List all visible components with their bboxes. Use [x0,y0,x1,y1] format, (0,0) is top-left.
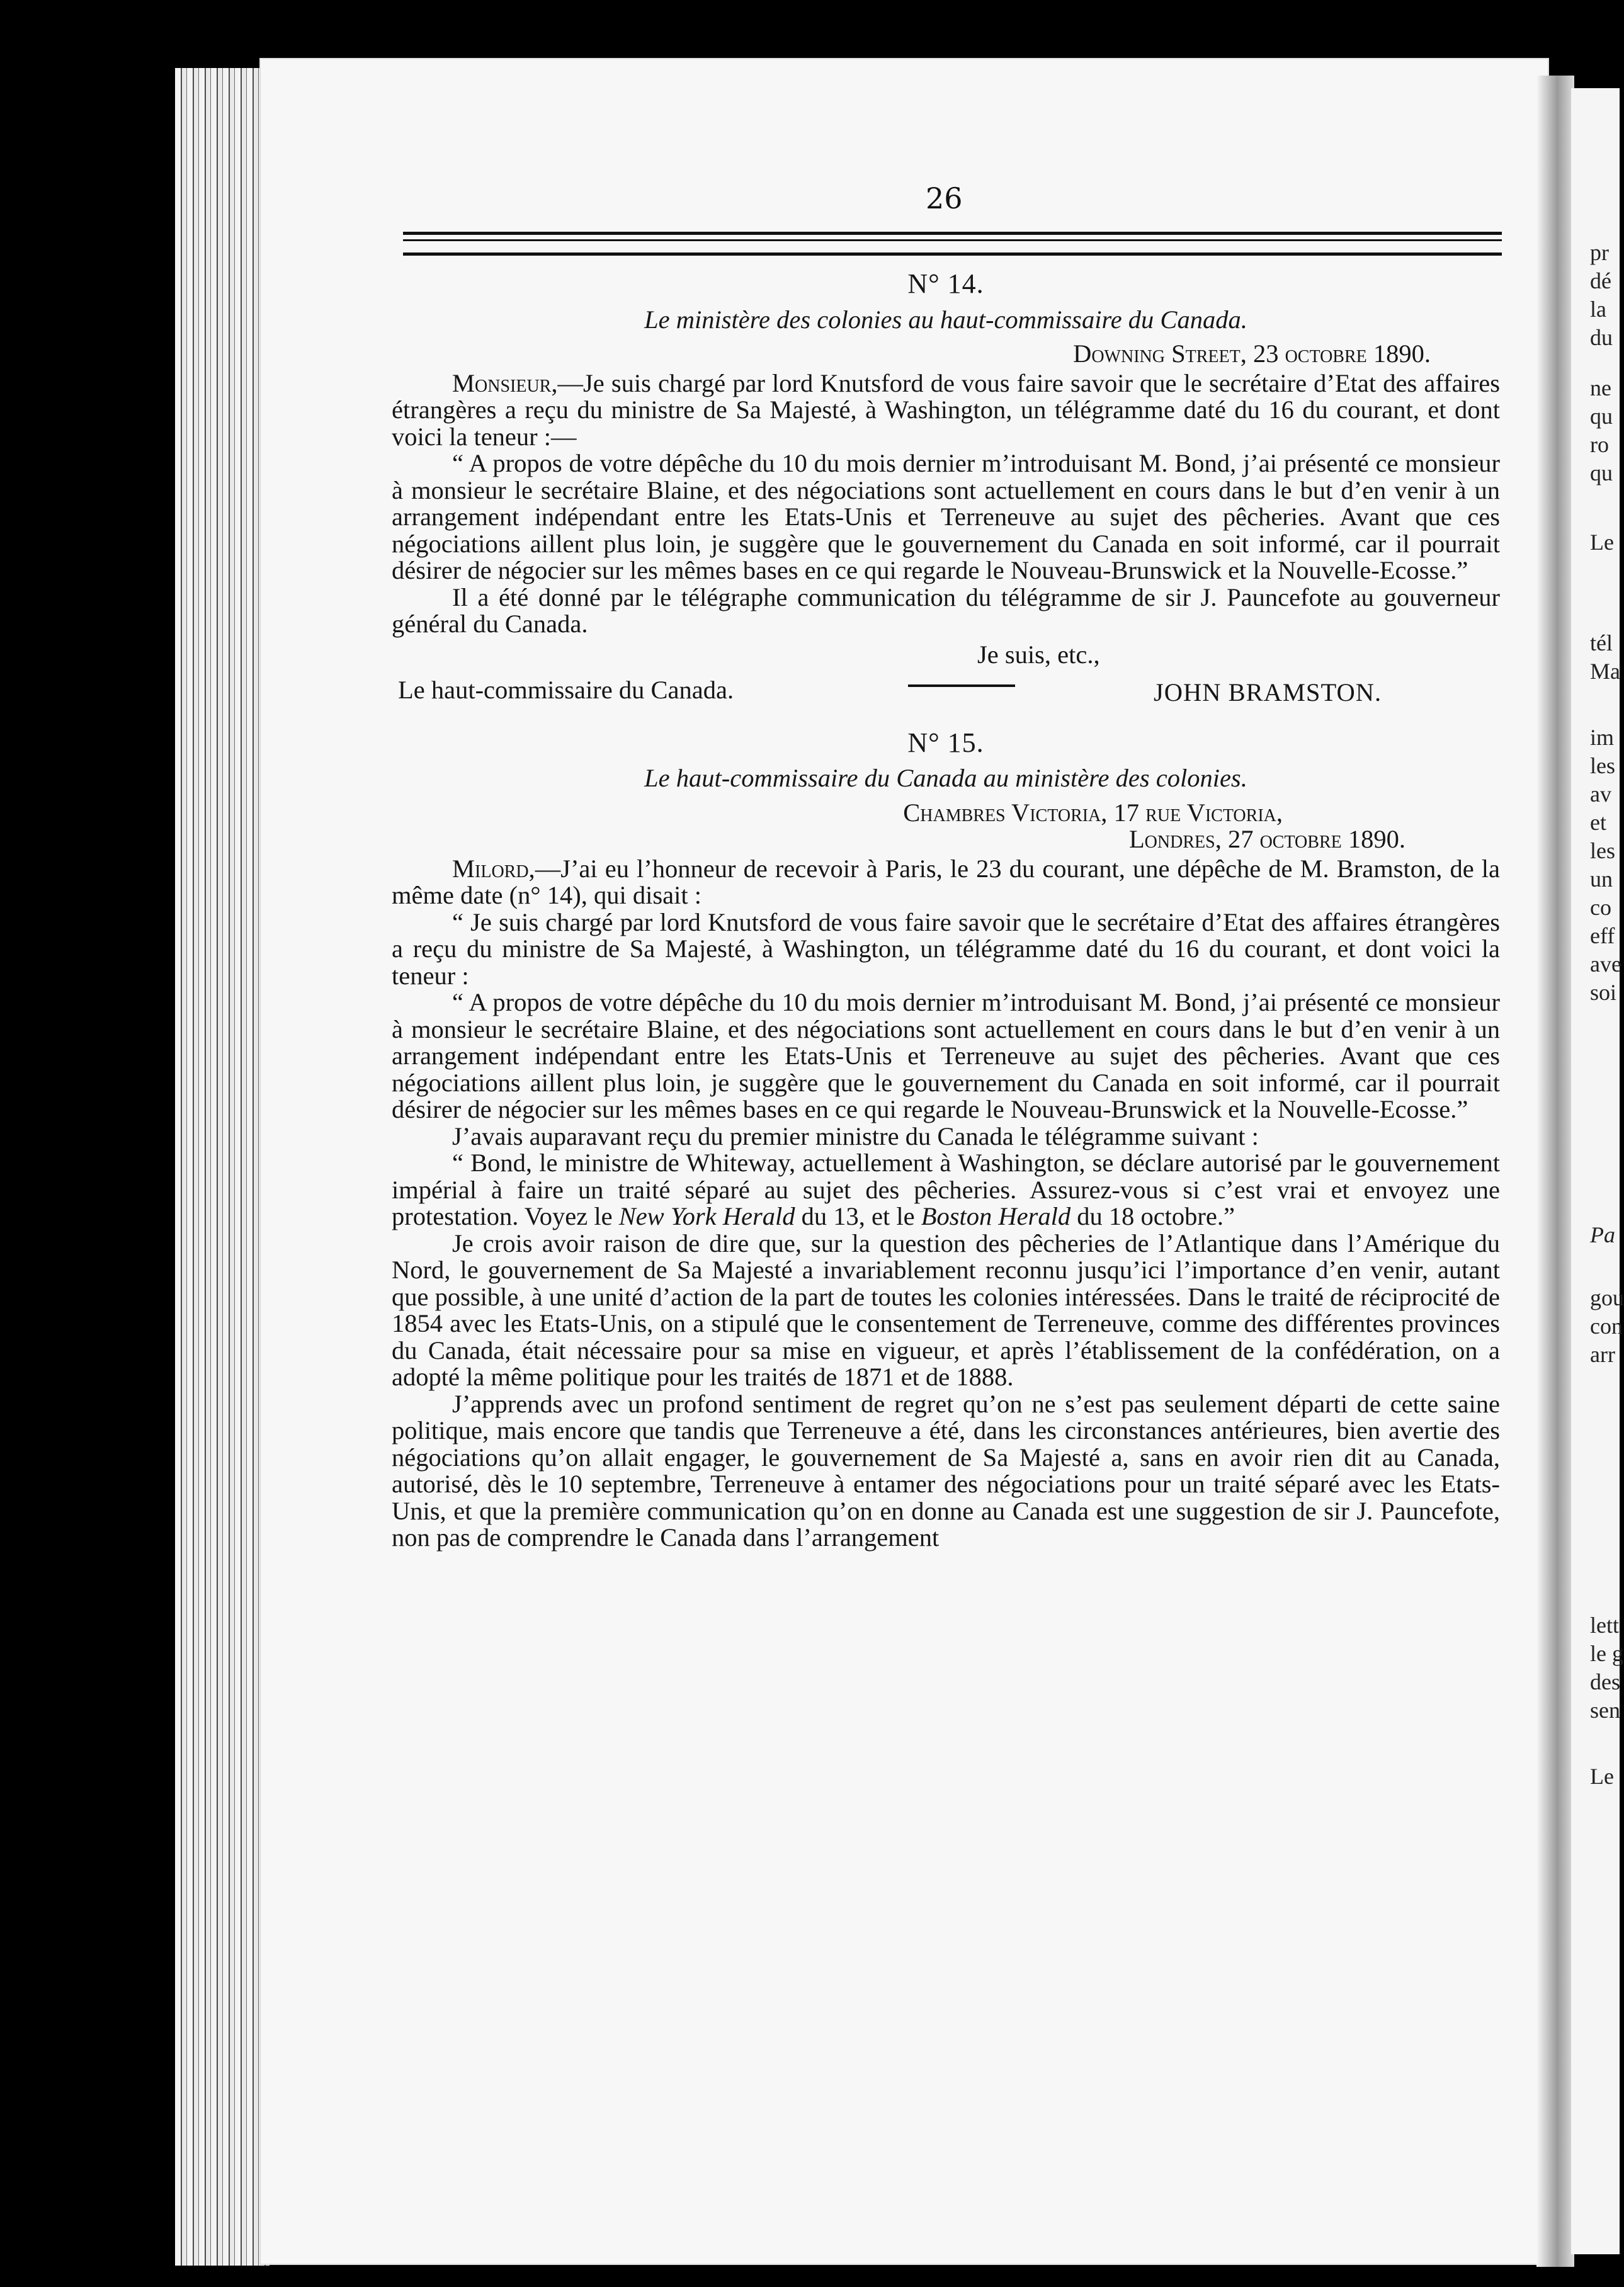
section-15-heading: Le haut-commissaire du Canada au ministère des colonies. [644,764,1247,792]
closing: Je suis, etc., [977,640,1100,669]
facing-page-fragment: les [1590,753,1615,778]
facing-page-fragment: des [1590,1669,1620,1694]
facing-page-fragment: qu [1590,404,1613,429]
facing-page-fragment: eff [1590,923,1615,948]
section-14-heading: Le ministère des colonies au haut-commissaire du Canada. [644,305,1247,334]
section-14-para-3: Il a été donné par le télégraphe communication du télégramme de sir J. Pauncefote au gouverneur général du Canada. [392,582,1500,638]
section-14-para-1 [392,370,1500,451]
facing-page-fragment: av [1590,781,1611,807]
facing-page-fragment: pr [1590,240,1609,265]
facing-page-fragment: co [1590,895,1611,920]
section-15-dateline-1: Chambres Victoria, 17 rue Victoria, [903,798,1283,827]
section-14-dateline: Downing Street, 23 octobre 1890. [1073,339,1431,368]
header-rule [403,232,1502,235]
section-15-number: N° 15. [907,727,984,758]
facing-page [1571,88,1624,2254]
header-rule [403,239,1502,241]
facing-page-fragment: tél [1590,630,1613,655]
section-15-para-7: J’apprends avec un profond sentiment de regret qu’on ne s’est pas seulement départi de cette saine politique, mais encore que tandis que Terreneuve a été, dans les circonstances antérieures, bien avertie des négociations qu’on allait engager, le gouvernement de Sa Majesté a, sans en avoir rien dit au Canada, autorisé, dès le 10 septembre, Terreneuve à entamer des négociations pour un traité séparé avec les Etats-Unis, et que la première communication qu’on en donne au Canada est une suggestion de sir J. Pauncefote, non pas de comprendre le Canada dans l’arrangement [392,1389,1500,1552]
header-rule [403,253,1502,256]
section-14-signature-block [392,642,1500,725]
paragraph-text: —Je suis chargé par lord Knutsford de vous faire savoir que le secrétaire d’Etat des affaires étrangères a reçu du ministre de Sa Majesté, à Washington, un télégramme daté du 16 du courant, et dont voici la teneur :— [392,368,1500,451]
newspaper-title: Boston Herald [921,1202,1071,1230]
section-15-para-2: “ Je suis chargé par lord Knutsford de vous faire savoir que le secrétaire d’Etat des affaires étrangères a reçu du ministre de Sa Majesté, à Washington, un télégramme daté du 16 du courant, et dont voici la teneur : [392,907,1500,990]
facing-page-fragment: Le [1590,1764,1614,1789]
facing-page-fragment: les [1590,838,1615,863]
paragraph-text: du 18 octobre.” [1070,1202,1235,1230]
book-page-edges [175,68,270,2266]
newspaper-title: New York Herald [618,1202,795,1230]
facing-page-fragment: con [1590,1314,1623,1339]
facing-page-fragment: soi [1590,980,1617,1005]
facing-page-fragment: lett [1590,1613,1619,1638]
section-15-para-1 [392,856,1500,909]
addressee: Le haut-commissaire du Canada. [398,675,734,704]
paragraph-text: du 13, et le [795,1202,921,1230]
document-body [392,268,1500,1552]
facing-page-fragment: Le [1590,530,1614,555]
facing-page-fragment: qu [1590,460,1613,485]
section-divider [908,684,1015,687]
facing-page-fragment: la [1590,297,1606,322]
facing-page-fragment: im [1590,725,1615,750]
salutation: Milord, [452,854,535,883]
page-number: 26 [926,181,963,215]
section-15-para-4: J’avais auparavant reçu du premier ministre du Canada le télégramme suivant : [452,1121,1259,1150]
section-15-para-6: Je crois avoir raison de dire que, sur la question des pêcheries de l’Atlantique dans l’Amérique du Nord, le gouvernement de Sa Majesté a invariablement reconnu jusqu’ici l’importance d’en venir, autant que possible, à une unité d’action de la part de toutes les colonies intéressées. Dans le traité de réciprocité de 1854 avec les Etats-Unis, on a stipulé que le consentement de Terreneuve, comme des différentes provinces du Canada, était nécessaire pour sa mise en vigueur, et après l’établissement de la confédération, on a adopté la même politique pour les traités de 1871 et de 1888. [392,1229,1500,1391]
facing-page-fragment: le g [1590,1641,1623,1666]
facing-page-fragment: sen [1590,1698,1620,1723]
salutation: Monsieur, [452,368,558,397]
facing-page-fragment: et [1590,810,1606,835]
paragraph-text: —J’ai eu l’honneur de recevoir à Paris, le 23 du courant, une dépêche de M. Bramston, de la même date (n° 14), qui disait : [392,854,1500,909]
facing-page-fragment: du [1590,325,1613,350]
facing-page-fragment: dé [1590,268,1611,293]
signature: JOHN BRAMSTON. [1154,678,1382,707]
facing-page-fragment: un [1590,866,1613,892]
paragraph-text: “ Bond, le ministre de Whiteway, actuellement à Washington, se déclare autorisé par le gouvernement impérial à faire un traité séparé au sujet des pêcheries. Assurez-vous si c’est vrai et envoyez une protestation. Voyez le [392,1149,1500,1230]
facing-page-fragment: ro [1590,432,1609,457]
section-15-para-5 [392,1150,1500,1230]
gutter-shadow [1536,76,1574,2267]
section-14-number: N° 14. [907,268,984,299]
section-14-para-2: “ A propos de votre dépêche du 10 du mois dernier m’introduisant M. Bond, j’ai présenté ce monsieur à monsieur le secrétaire Blaine, et des négociations sont actuellement en cours dans le but d’en venir à un arrangement indépendant entre les Etats-Unis et Terreneuve au sujet des pêcheries. Avant que ces négociations aillent plus loin, je suggère que le gouvernement du Canada en soit informé, car il pourrait désirer de négocier sur les mêmes bases en ce qui regarde le Nouveau-Brunswick et la Nouvelle-Ecosse.” [392,449,1500,584]
section-15-dateline-2: Londres, 27 octobre 1890. [1128,825,1405,853]
facing-page-fragment: Pa [1590,1222,1615,1247]
section-15-para-3: “ A propos de votre dépêche du 10 du mois dernier m’introduisant M. Bond, j’ai présenté ce monsieur à monsieur le secrétaire Blaine, et des négociations sont actuellement en cours dans le but d’en venir à un arrangement indépendant entre les Etats-Unis et Terreneuve au sujet des pêcheries. Avant que ces négociations aillent plus loin, je suggère que le gouvernement du Canada en soit informé, car il pourrait désirer de négocier sur les mêmes bases en ce qui regarde le Nouveau-Brunswick et la Nouvelle-Ecosse.” [392,988,1500,1123]
facing-page-fragment: gou [1590,1285,1624,1310]
facing-page-fragment: ave [1590,951,1621,977]
facing-page-fragment: arr [1590,1342,1615,1367]
facing-page-fragment: ne [1590,375,1611,400]
facing-page-fragment: Ma [1590,659,1620,684]
